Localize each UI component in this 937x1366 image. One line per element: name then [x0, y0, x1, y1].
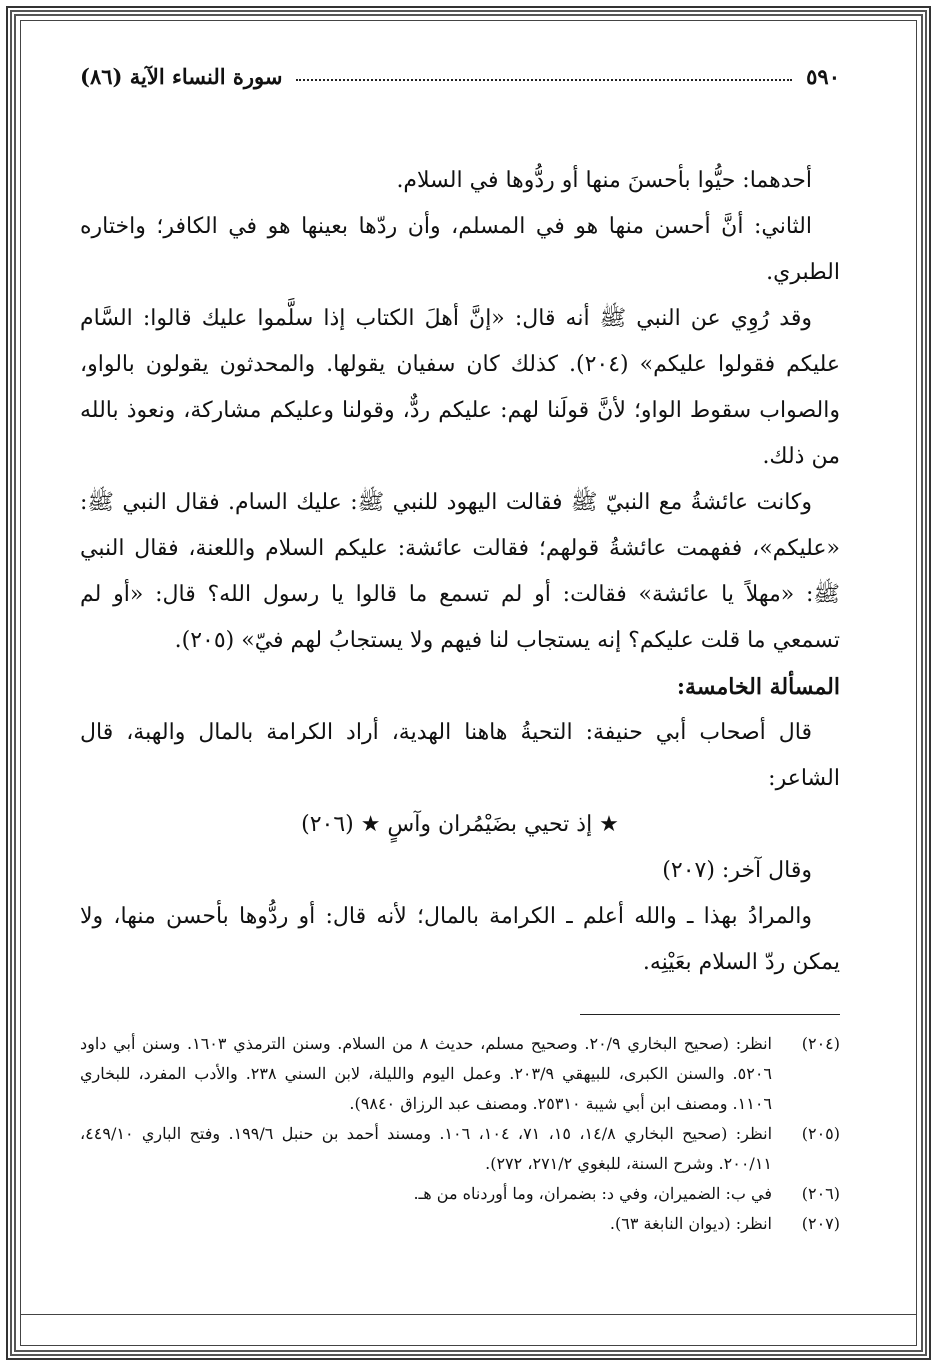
footnote	[80, 1119, 840, 1179]
paragraph: وقد رُوِي عن النبي ﷺ أنه قال: «إنَّ أهلَ الكتاب إذا سلَّموا عليك قالوا: السَّام عليكم فقولوا عليكم» (٢٠٤). كذلك كان سفيان يقولها. والمحدثون يقولون بالواو، والصواب سقوط الواو؛ لأنَّ قولَنا لهم: عليكم ردٌّ، وقولنا وعليكم مشاركة، ونعوذ بالله من ذلك.	[80, 306, 840, 469]
footnote	[80, 1179, 840, 1209]
page-number: ٥٩٠	[806, 63, 840, 89]
footnote-number: (٢٠٦)	[801, 1184, 840, 1203]
leader-dots	[296, 79, 792, 81]
footnote-number: (٢٠٧)	[801, 1214, 840, 1233]
footnote-text: انظر: (صحيح البخاري ٢٠/٩. وصحيح مسلم، حديث ٨ من السلام. وسنن الترمذي ١٦٠٣. وسنن أبي داود ٥٢٠٦. والسنن الكبرى، للبيهقي ٢٠٣/٩. وعمل اليوم والليلة، لابن السني ٢٣٨. والأدب المفرد، للبخاري ١١٠٦. ومصنف ابن أبي شيبة ٢٥٣١٠. ومصنف عبد الرزاق ٩٨٤٠).	[80, 1034, 773, 1113]
footnote-number: (٢٠٥)	[801, 1124, 840, 1143]
paragraph: أحدهما: حيُّوا بأحسنَ منها أو ردُّوها في السلام.	[396, 168, 812, 193]
footnote-text: انظر: (صحيح البخاري ١٤/٨، ١٥، ٧١، ١٠٤، ١٠٦. ومسند أحمد بن حنبل ١٩٩/٦. وفتح الباري ٤٤٩/١٠، ٢٠٠/١١. وشرح السنة، للبغوي ٢٧١/٢، ٢٧٢).	[80, 1124, 773, 1173]
page-bottom-rule	[20, 1314, 917, 1315]
paragraph: الثاني: أنَّ أحسن منها هو في المسلم، وأن ردّها بعينها هو في الكافر؛ واختاره الطبري.	[80, 214, 840, 285]
footnote-text: انظر: (ديوان النابغة ٦٣).	[609, 1214, 772, 1233]
footnotes	[80, 1029, 840, 1239]
paragraph: والمرادُ بهذا ـ والله أعلم ـ الكرامة بالمال؛ لأنه قال: أو ردُّوها بأحسن منها، ولا يمكن ردّ السلام بعَيْنِه.	[80, 904, 840, 975]
page-content	[80, 56, 840, 1316]
footnote	[80, 1029, 840, 1119]
footnote-number: (٢٠٤)	[801, 1034, 840, 1053]
footnote-text: في ب: الضميران، وفي د: بضمران، وما أوردناه من هـ.	[413, 1184, 772, 1203]
running-head	[80, 56, 840, 96]
footnote-separator	[580, 1014, 840, 1015]
paragraph: وكانت عائشةُ مع النبيّ ﷺ فقالت اليهود للنبي ﷺ: عليك السام. فقال النبي ﷺ: «عليكم»، ففهمت عائشةُ قولهم؛ فقالت عائشة: عليكم السلام واللعنة، فقال النبي ﷺ: «مهلاً يا عائشة» فقالت: أو لم تسمع ما قالوا يا رسول الله؟ قال: «أو لم تسمعي ما قلت عليكم؟ إنه يستجاب لنا فيهم ولا يستجابُ لهم فيّ» (٢٠٥).	[80, 490, 840, 653]
paragraph: وقال آخر: (٢٠٧)	[662, 858, 812, 883]
poetry-verse: ★ إذ تحيي بضَيْمُران وآسٍ ★ (٢٠٦)	[301, 812, 619, 837]
section-heading: المسألة الخامسة:	[676, 674, 840, 700]
body-text	[80, 158, 840, 986]
paragraph: قال أصحاب أبي حنيفة: التحيةُ هاهنا الهدية، أراد الكرامة بالمال والهبة، قال الشاعر:	[80, 720, 840, 791]
running-head-title: سورة النساء الآية (٨٦)	[80, 63, 283, 89]
footnote	[80, 1209, 840, 1239]
